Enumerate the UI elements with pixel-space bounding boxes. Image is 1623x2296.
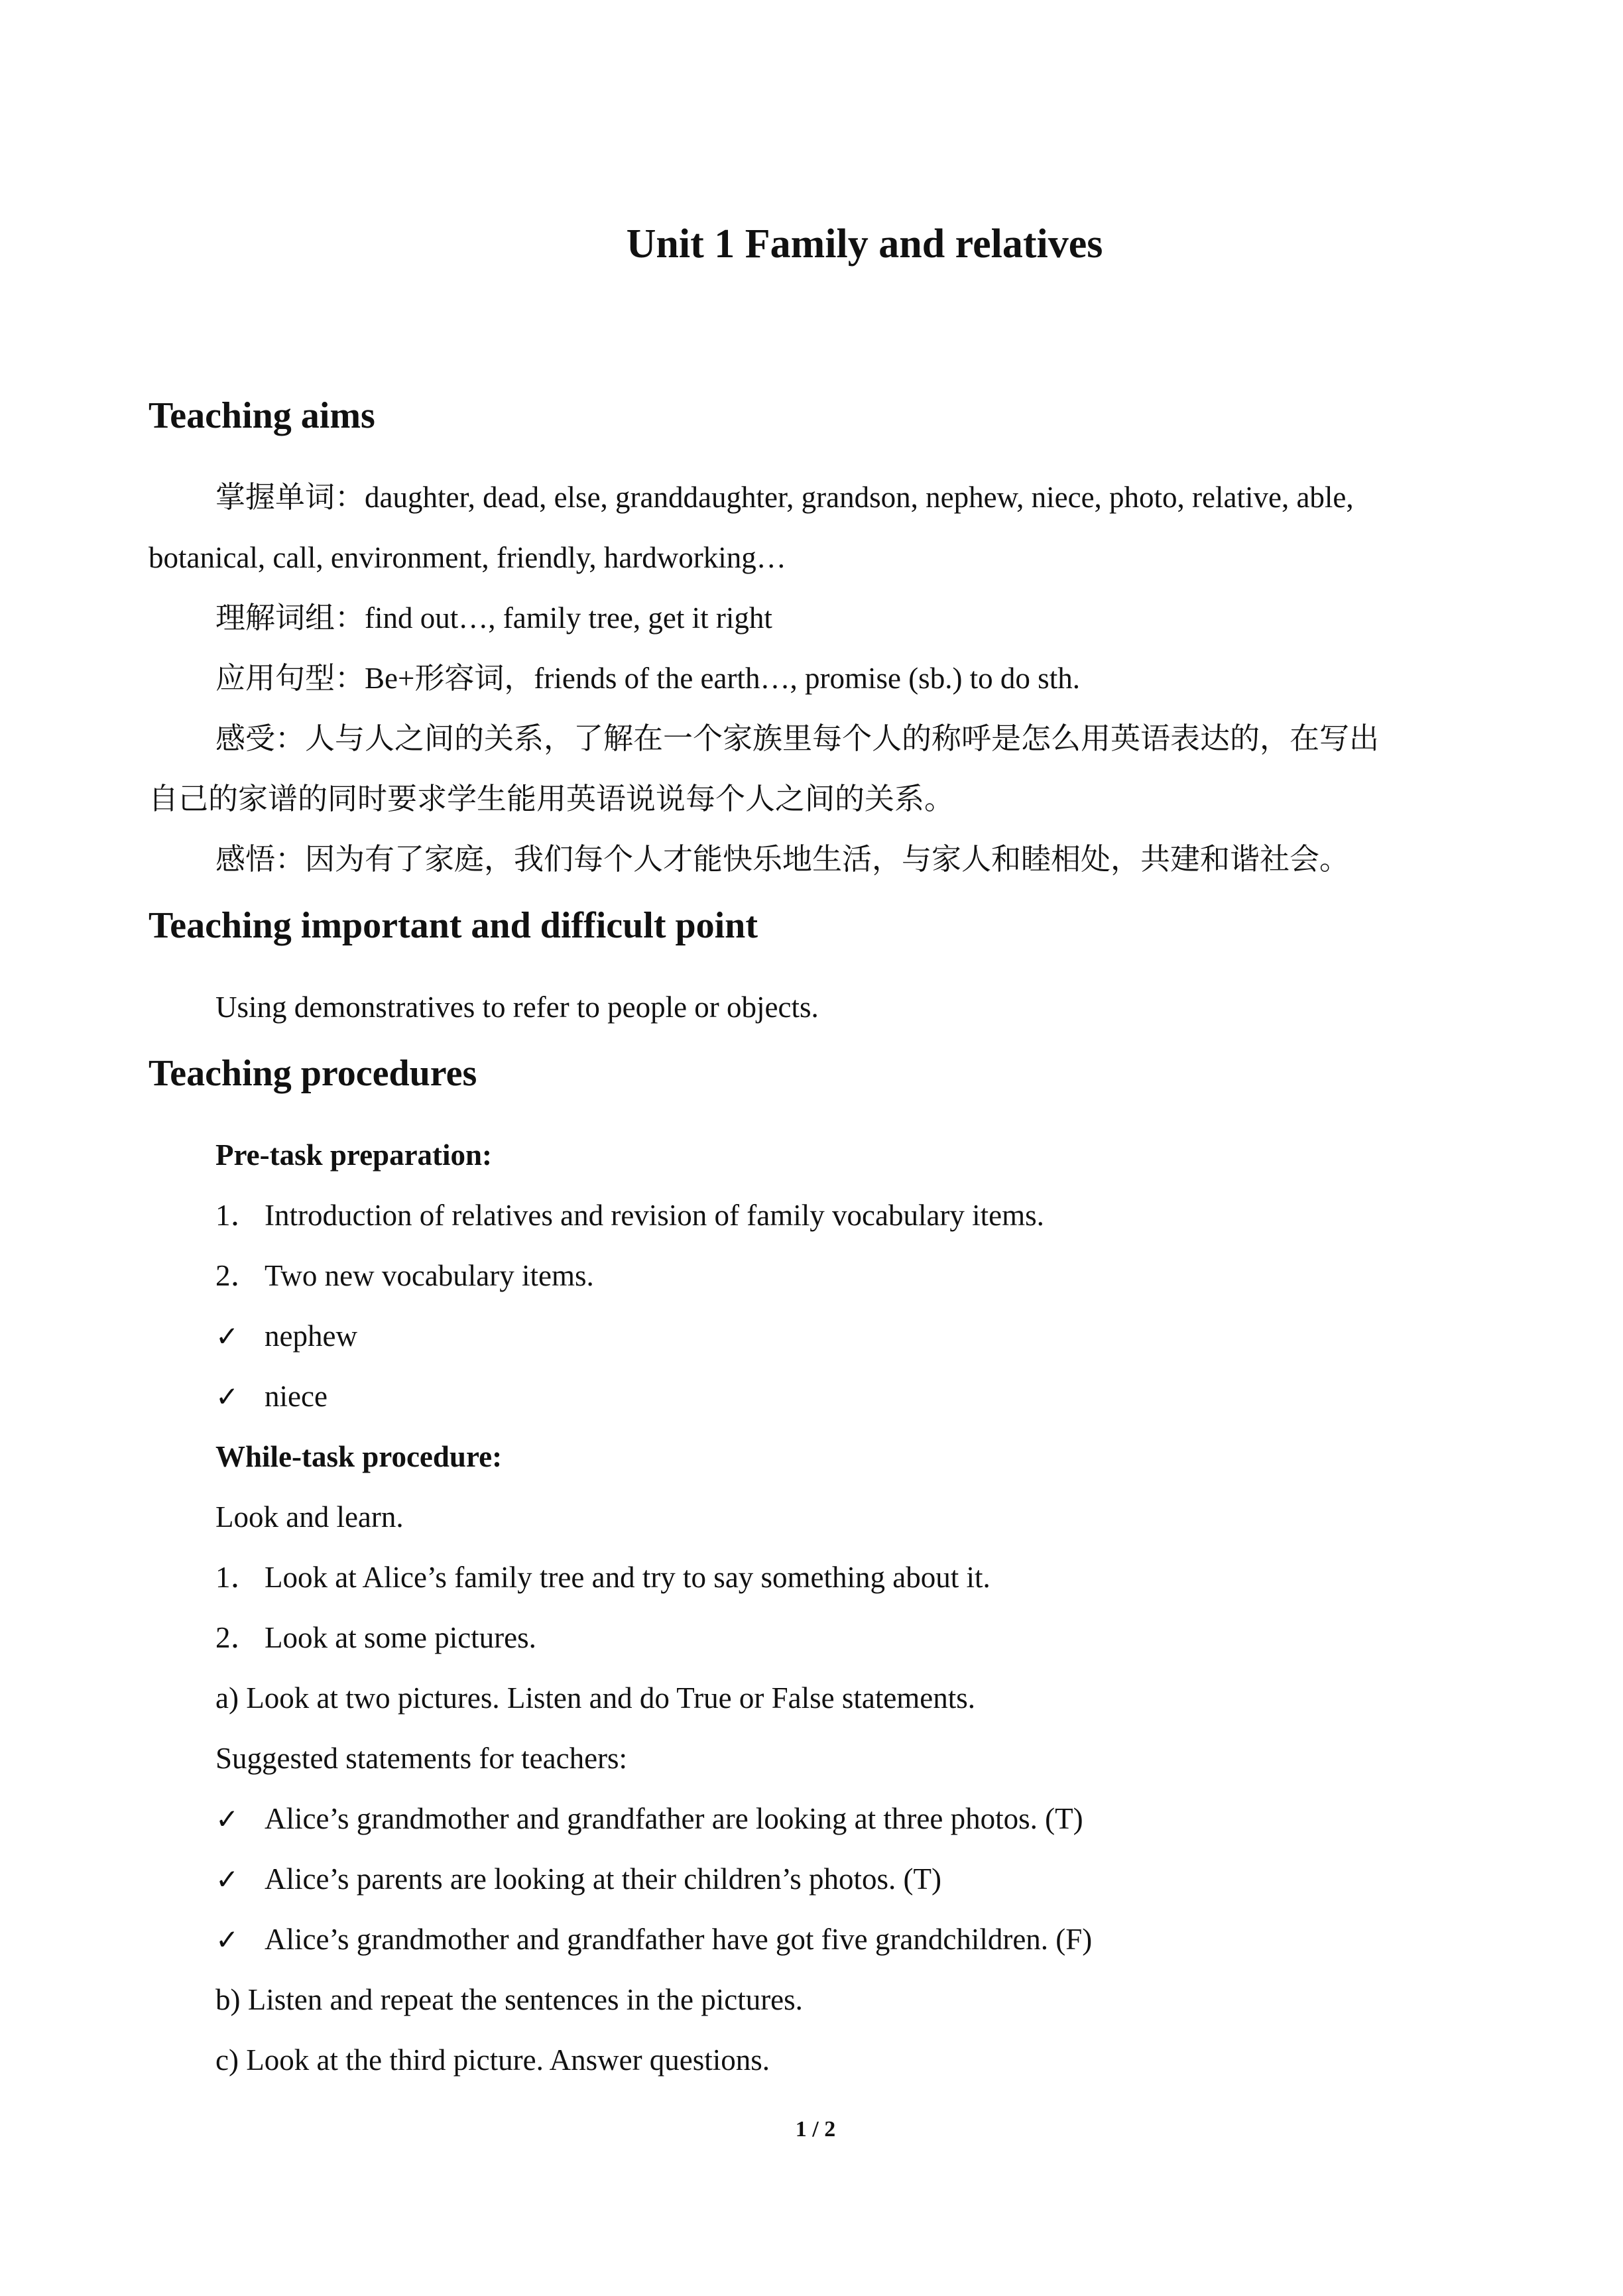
check-item [215,1376,328,1417]
list-item [215,1618,536,1658]
aims-line: 掌握单词：daughter, dead, else, granddaughter, grandson, nephew, niece, photo, relative, able, [215,481,1354,514]
suggested-statements-label: Suggested statements for teachers: [215,1742,628,1775]
aims-line: 应用句型：Be+形容词，friends of the earth…, promise (sb.) to do sth. [215,662,1080,695]
check-item [215,1316,357,1357]
check-mark-icon: ✓ [215,1923,239,1956]
list-item [215,1256,594,1296]
check-mark-icon: ✓ [215,1803,239,1835]
check-item [215,1919,1092,1960]
page-number: 1 / 2 [795,2117,836,2142]
list-item-text: Look at Alice’s family tree and try to say something about it. [265,1561,991,1594]
heading-teaching-procedures: Teaching procedures [149,1053,477,1094]
sub-step-a: a) Look at two pictures. Listen and do True or False statements. [215,1681,976,1715]
list-item [215,1557,991,1597]
check-mark-icon: ✓ [215,1863,239,1896]
list-item-text: Look at some pictures. [265,1621,536,1654]
document-title: Unit 1 Family and relatives [626,221,1103,267]
aims-line: 理解词组：find out…, family tree, get it right [215,601,772,634]
check-item-text: niece [265,1380,328,1413]
heading-important-point: Teaching important and difficult point [149,905,758,946]
check-item [215,1799,1083,1839]
list-item-text: Two new vocabulary items. [265,1259,594,1292]
list-number: 2． [215,1621,261,1654]
important-point-text: Using demonstratives to refer to people or objects. [215,991,819,1024]
aims-line: botanical, call, environment, friendly, hardworking… [149,541,786,574]
while-task-intro: Look and learn. [215,1500,404,1534]
check-item-text: nephew [265,1319,357,1353]
check-item-text: Alice’s grandmother and grandfather are looking at three photos. (T) [265,1802,1083,1835]
aims-line: 感受：人与人之间的关系，了解在一个家族里每个人的称呼是怎么用英语表达的，在写出 [215,722,1380,755]
check-mark-icon: ✓ [215,1320,239,1353]
sub-step-b: b) Listen and repeat the sentences in the pictures. [215,1983,803,2016]
list-number: 1． [215,1199,261,1232]
pre-task-label: Pre-task preparation: [215,1138,493,1172]
aims-line: 感悟：因为有了家庭，我们每个人才能快乐地生活，与家人和睦相处，共建和谐社会。 [215,843,1350,876]
sub-step-c: c) Look at the third picture. Answer questions. [215,2043,770,2077]
check-mark-icon: ✓ [215,1380,239,1413]
aims-line: 自己的家谱的同时要求学生能用英语说说每个人之间的关系。 [149,782,955,816]
check-item-text: Alice’s grandmother and grandfather have got five grandchildren. (F) [265,1923,1093,1956]
check-item [215,1859,941,1900]
list-item-text: Introduction of relatives and revision of family vocabulary items. [265,1199,1044,1232]
list-item [215,1195,1044,1235]
while-task-label: While-task procedure: [215,1440,503,1473]
heading-teaching-aims: Teaching aims [149,395,375,436]
check-item-text: Alice’s parents are looking at their children’s photos. (T) [265,1862,941,1896]
list-number: 1． [215,1561,261,1594]
list-number: 2． [215,1259,261,1292]
